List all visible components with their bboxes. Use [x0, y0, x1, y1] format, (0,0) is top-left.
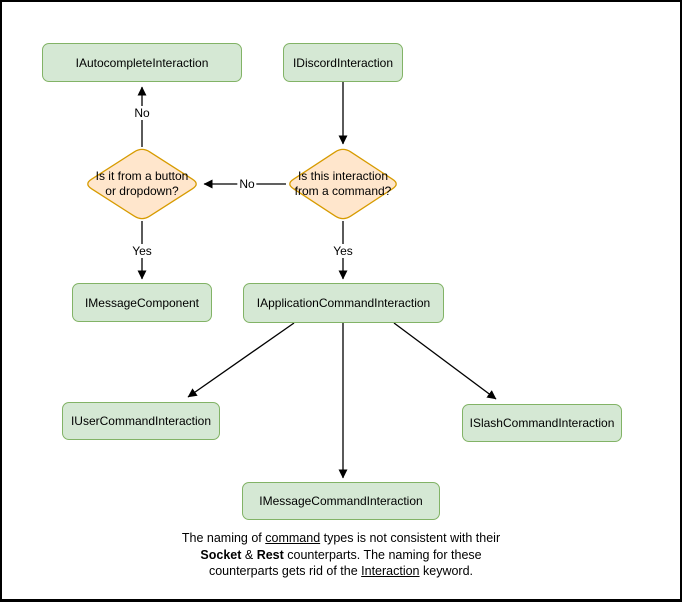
footnote	[141, 530, 541, 580]
node-idiscordinteraction: IDiscordInteraction	[283, 43, 403, 82]
edge-label-no-up: No	[134, 106, 150, 120]
node-imessagecommandinteraction: IMessageCommandInteraction	[242, 482, 440, 520]
decision-button-dropdown-label: Is it from a button or dropdown?	[95, 169, 189, 198]
edge-label-yes-left: Yes	[132, 244, 152, 258]
edge-label-no-across: No	[239, 177, 255, 191]
footnote-line-3: counterparts gets rid of the Interaction keyword.	[208, 564, 474, 578]
node-imessagecomponent: IMessageComponent	[72, 283, 212, 322]
edge-application-to-user-command	[188, 323, 294, 397]
node-iusercommandinteraction: IUserCommandInteraction	[62, 402, 220, 440]
footnote-line-2: Socket & Rest counterparts. The naming for these	[200, 547, 482, 562]
footnote-line-1: The naming of command types is not consistent with their	[181, 531, 501, 545]
decision-command-label: Is this interaction from a command?	[294, 169, 392, 198]
edge-application-to-slash-command	[394, 323, 496, 399]
node-iapplicationcommandinteraction: IApplicationCommandInteraction	[243, 283, 444, 323]
node-iautocompleteinteraction: IAutocompleteInteraction	[42, 43, 242, 82]
edge-label-yes-right: Yes	[333, 244, 353, 258]
node-islashcommandinteraction: ISlashCommandInteraction	[462, 404, 622, 442]
